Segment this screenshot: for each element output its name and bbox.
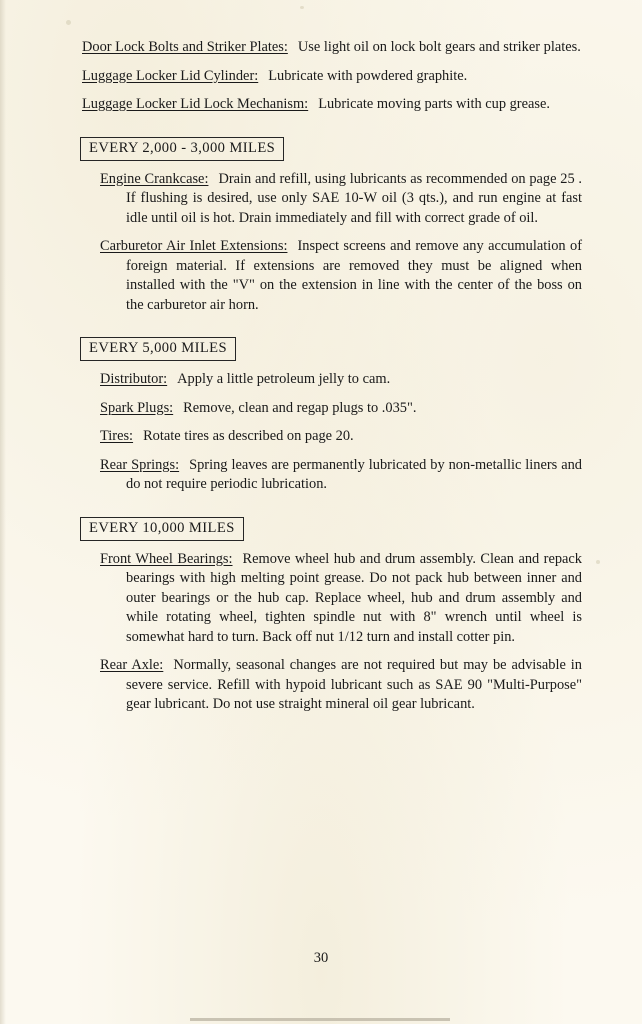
section-body (82, 370, 582, 495)
entry-text: Remove, clean and regap plugs to .035". (183, 399, 417, 416)
entry-text: Drain and refill, using lubricants as recommended on page 25 . If flushing is desired, use only SAE 10-W oil (3 qts.), and run engine at fast idle until oil is hot. Drain immediately and fill with correct grade of oil. (126, 170, 582, 226)
entry-term: Luggage Locker Lid Cylinder: (82, 67, 259, 84)
lubrication-entry (82, 38, 582, 58)
section-heading-wrap (80, 324, 582, 370)
section-heading: EVERY 10,000 MILES (80, 517, 244, 541)
lubrication-entry (100, 427, 582, 447)
lubrication-entry (100, 370, 582, 390)
section-heading-wrap (80, 124, 582, 170)
entry-text: Inspect screens and remove any accumulation of foreign material. If extensions are removed they must be aligned when installed with the "V" on the extension in line with the center of the boss on the carburetor air horn. (126, 238, 582, 313)
entry-term: Door Lock Bolts and Striker Plates: (82, 39, 288, 55)
lubrication-entry (100, 550, 582, 648)
lubrication-entry (82, 67, 582, 87)
entry-term: Rear Axle: (100, 657, 164, 673)
paper-speck (596, 560, 600, 564)
paper-speck (66, 20, 71, 25)
lubrication-entry (100, 399, 582, 419)
page-bottom-edge (190, 1018, 450, 1021)
entry-text: Remove wheel hub and drum assembly. Clean and repack bearings with high melting point grease. Do not pack hub between inner and outer bearings or the hub cap. Replace wheel, hub and drum assembly and while rotating wheel, tighten spindle nut with 8" wrench until wheel is somewhat hard to turn. Back off nut 1/12 turn and install cotter pin. (126, 550, 583, 645)
entry-text: Lubricate moving parts with cup grease. (318, 96, 550, 112)
section-heading: EVERY 5,000 MILES (80, 337, 236, 361)
section-body (82, 170, 582, 316)
lubrication-entry (100, 237, 582, 315)
entry-term: Spark Plugs: (100, 399, 174, 416)
entry-term: Rear Springs: (100, 456, 180, 473)
lubrication-entry (100, 170, 582, 229)
page-content (82, 38, 582, 724)
entry-term: Distributor: (100, 371, 168, 387)
entry-text: Lubricate with powdered graphite. (268, 67, 468, 84)
entry-term: Front Wheel Bearings: (100, 550, 233, 567)
entry-text: Use light oil on lock bolt gears and striker plates. (297, 39, 581, 55)
section-heading: EVERY 2,000 - 3,000 MILES (80, 137, 284, 161)
section-heading-wrap (80, 504, 582, 550)
entry-term: Tires: (100, 428, 134, 444)
entry-text: Normally, seasonal changes are not required but may be advisable in severe service. Refill with hypoid lubricant such as SAE 90 "Multi-Purpose" gear lubricant. Do not use straight mineral oil gear lubricant. (126, 657, 582, 712)
entry-term: Carburetor Air Inlet Extensions: (100, 238, 288, 254)
lubrication-entry (82, 95, 582, 115)
entry-term: Luggage Locker Lid Lock Mechanism: (82, 96, 309, 112)
entry-term: Engine Crankcase: (100, 170, 209, 187)
entry-text: Apply a little petroleum jelly to cam. (177, 371, 391, 387)
section-body (82, 550, 582, 715)
page-left-edge-shadow (0, 0, 6, 1024)
entry-text: Rotate tires as described on page 20. (143, 428, 354, 444)
paper-speck (300, 6, 304, 9)
lubrication-entry (100, 456, 582, 495)
entry-text: Spring leaves are permanently lubricated by non-metallic liners and do not require periodic lubrication. (126, 456, 582, 492)
page-number: 30 (313, 950, 329, 966)
lubrication-entry (100, 656, 582, 715)
